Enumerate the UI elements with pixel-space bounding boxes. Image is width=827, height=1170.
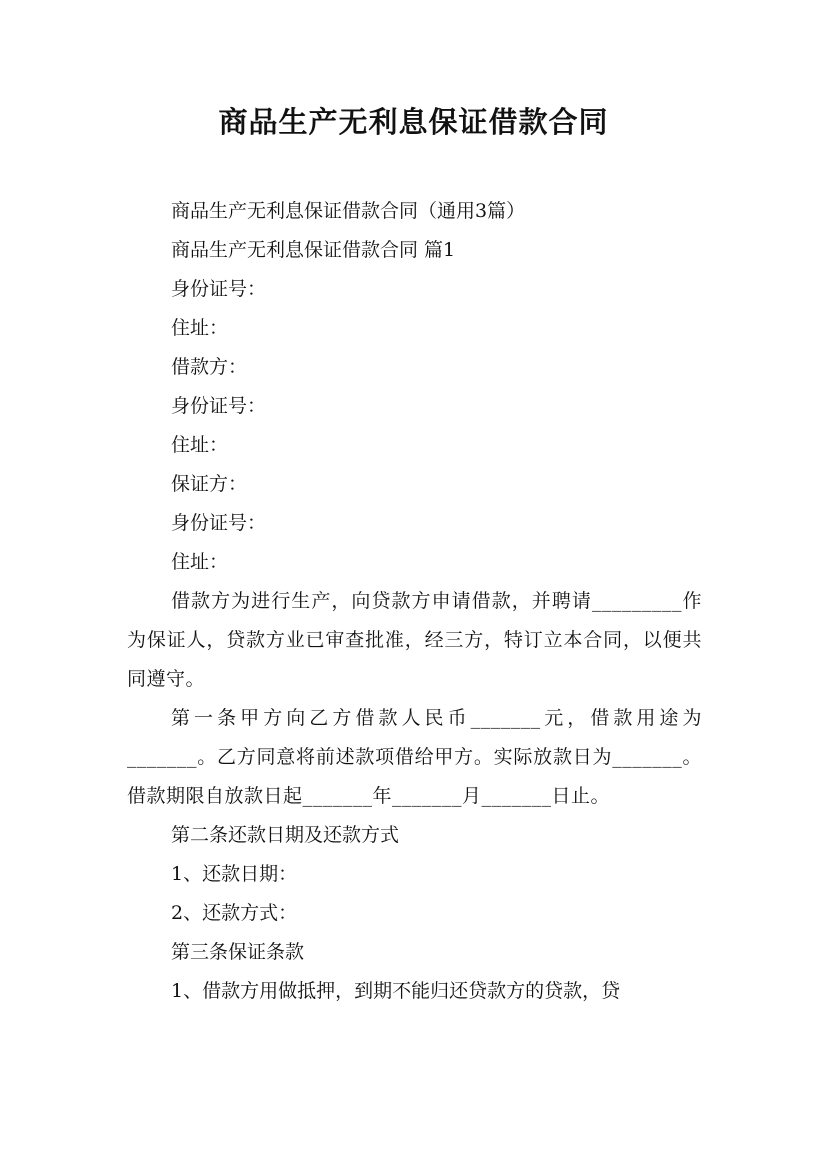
guarantor-label: 保证方： xyxy=(171,473,248,495)
article-3-heading: 第三条保证条款 xyxy=(171,941,305,963)
lender-id-number-label: 身份证号： xyxy=(171,278,267,300)
guarantor-id-number-label: 身份证号： xyxy=(171,512,267,534)
guarantor-address-label: 住址： xyxy=(171,551,229,573)
article-2-heading: 第二条还款日期及还款方式 xyxy=(171,824,400,846)
subtitle-line: 商品生产无利息保证借款合同（通用3篇） xyxy=(171,200,526,222)
document-title: 商品生产无利息保证借款合同 xyxy=(218,105,609,139)
borrower-id-number-label: 身份证号： xyxy=(171,395,267,417)
article-2-item-2: 2、还款方式： xyxy=(171,902,298,924)
borrower-address-label: 住址： xyxy=(171,434,229,456)
preamble-paragraph: 借款方为进行生产，向贷款方申请借款，并聘请_________作为保证人，贷款方业已审查批准，经三方，特订立本合同，以便共同遵守。 xyxy=(127,590,702,690)
lender-address-label: 住址： xyxy=(171,317,229,339)
borrower-label: 借款方： xyxy=(171,356,248,378)
article-3-item-1: 1、借款方用做抵押，到期不能归还贷款方的贷款，贷 xyxy=(171,980,621,1002)
article-2-item-1: 1、还款日期： xyxy=(171,863,298,885)
document-body xyxy=(127,192,702,1011)
article-1-paragraph: 第一条甲方向乙方借款人民币_______元，借款用途为_______。乙方同意将前述款项借给甲方。实际放款日为_______。借款期限自放款日起_______年_______月_______日止。 xyxy=(127,707,702,807)
part-heading: 商品生产无利息保证借款合同 篇1 xyxy=(171,239,456,261)
